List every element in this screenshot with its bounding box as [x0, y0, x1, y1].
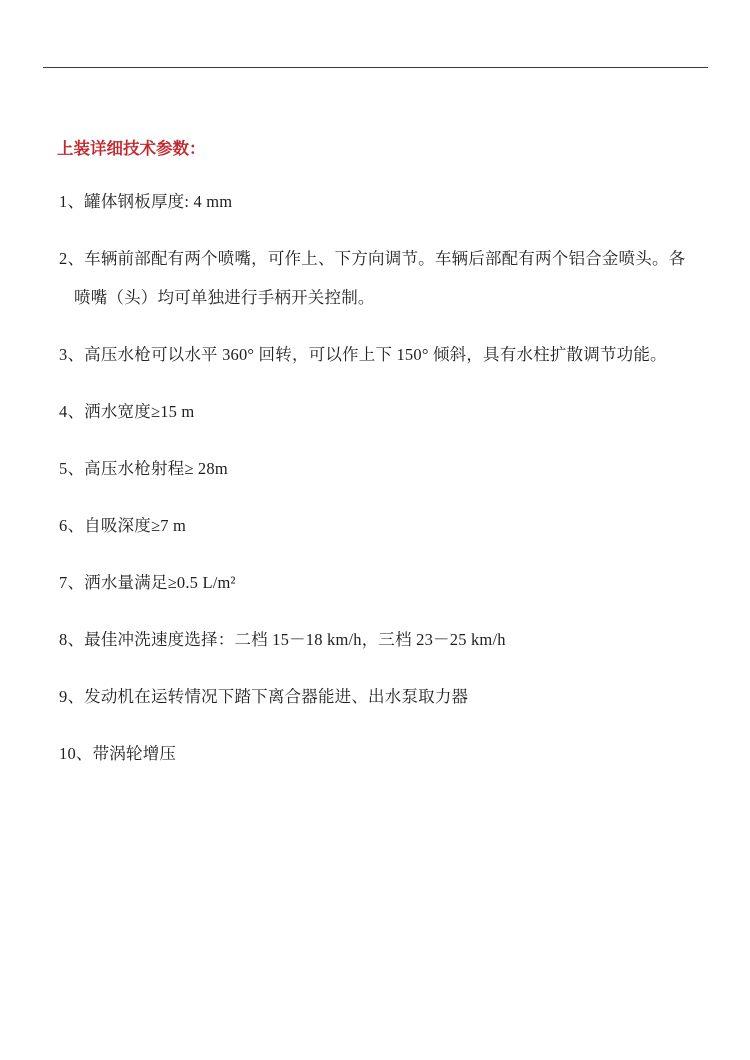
list-item: [59, 335, 702, 374]
list-item: [59, 239, 702, 317]
list-item: [59, 563, 702, 602]
list-item: [59, 392, 702, 431]
list-item-text: 发动机在运转情况下踏下离合器能进、出水泵取力器: [84, 687, 469, 706]
list-item: [59, 677, 702, 716]
parameter-list: [59, 182, 719, 791]
list-item-text: 最佳冲洗速度选择：二档 15－18 km/h，三档 23－25 km/h: [84, 630, 506, 649]
list-item: [59, 449, 702, 488]
list-item-number: 8、: [59, 630, 85, 649]
list-item-number: 5、: [59, 459, 85, 478]
list-item: [59, 734, 702, 773]
list-item: [59, 620, 702, 659]
list-item-number: 4、: [59, 402, 85, 421]
list-item-number: 10、: [59, 744, 93, 763]
header-divider: [43, 67, 708, 68]
list-item-text: 车辆前部配有两个喷嘴，可作上、下方向调节。车辆后部配有两个铝合金喷头。各喷嘴（头）均可单独进行手柄开关控制。: [74, 249, 686, 307]
list-item-text: 罐体钢板厚度: 4 mm: [84, 192, 233, 211]
list-item-text: 洒水宽度≥15 m: [84, 402, 195, 421]
list-item-number: 7、: [59, 573, 85, 592]
list-item-number: 1、: [59, 192, 85, 211]
section-heading: 上装详细技术参数：: [57, 139, 206, 158]
list-item-number: 2、: [59, 249, 85, 268]
list-item: [59, 506, 702, 545]
list-item-number: 9、: [59, 687, 85, 706]
list-item-text: 自吸深度≥7 m: [84, 516, 187, 535]
list-item-text: 带涡轮增压: [92, 744, 177, 763]
list-item-number: 3、: [59, 345, 85, 364]
list-item-text: 高压水枪射程≥ 28m: [84, 459, 228, 478]
list-item-text: 高压水枪可以水平 360° 回转，可以作上下 150° 倾斜，具有水柱扩散调节功能。: [84, 345, 667, 364]
list-item-number: 6、: [59, 516, 85, 535]
list-item: [59, 182, 702, 221]
list-item-text: 洒水量满足≥0.5 L/m²: [84, 573, 236, 592]
